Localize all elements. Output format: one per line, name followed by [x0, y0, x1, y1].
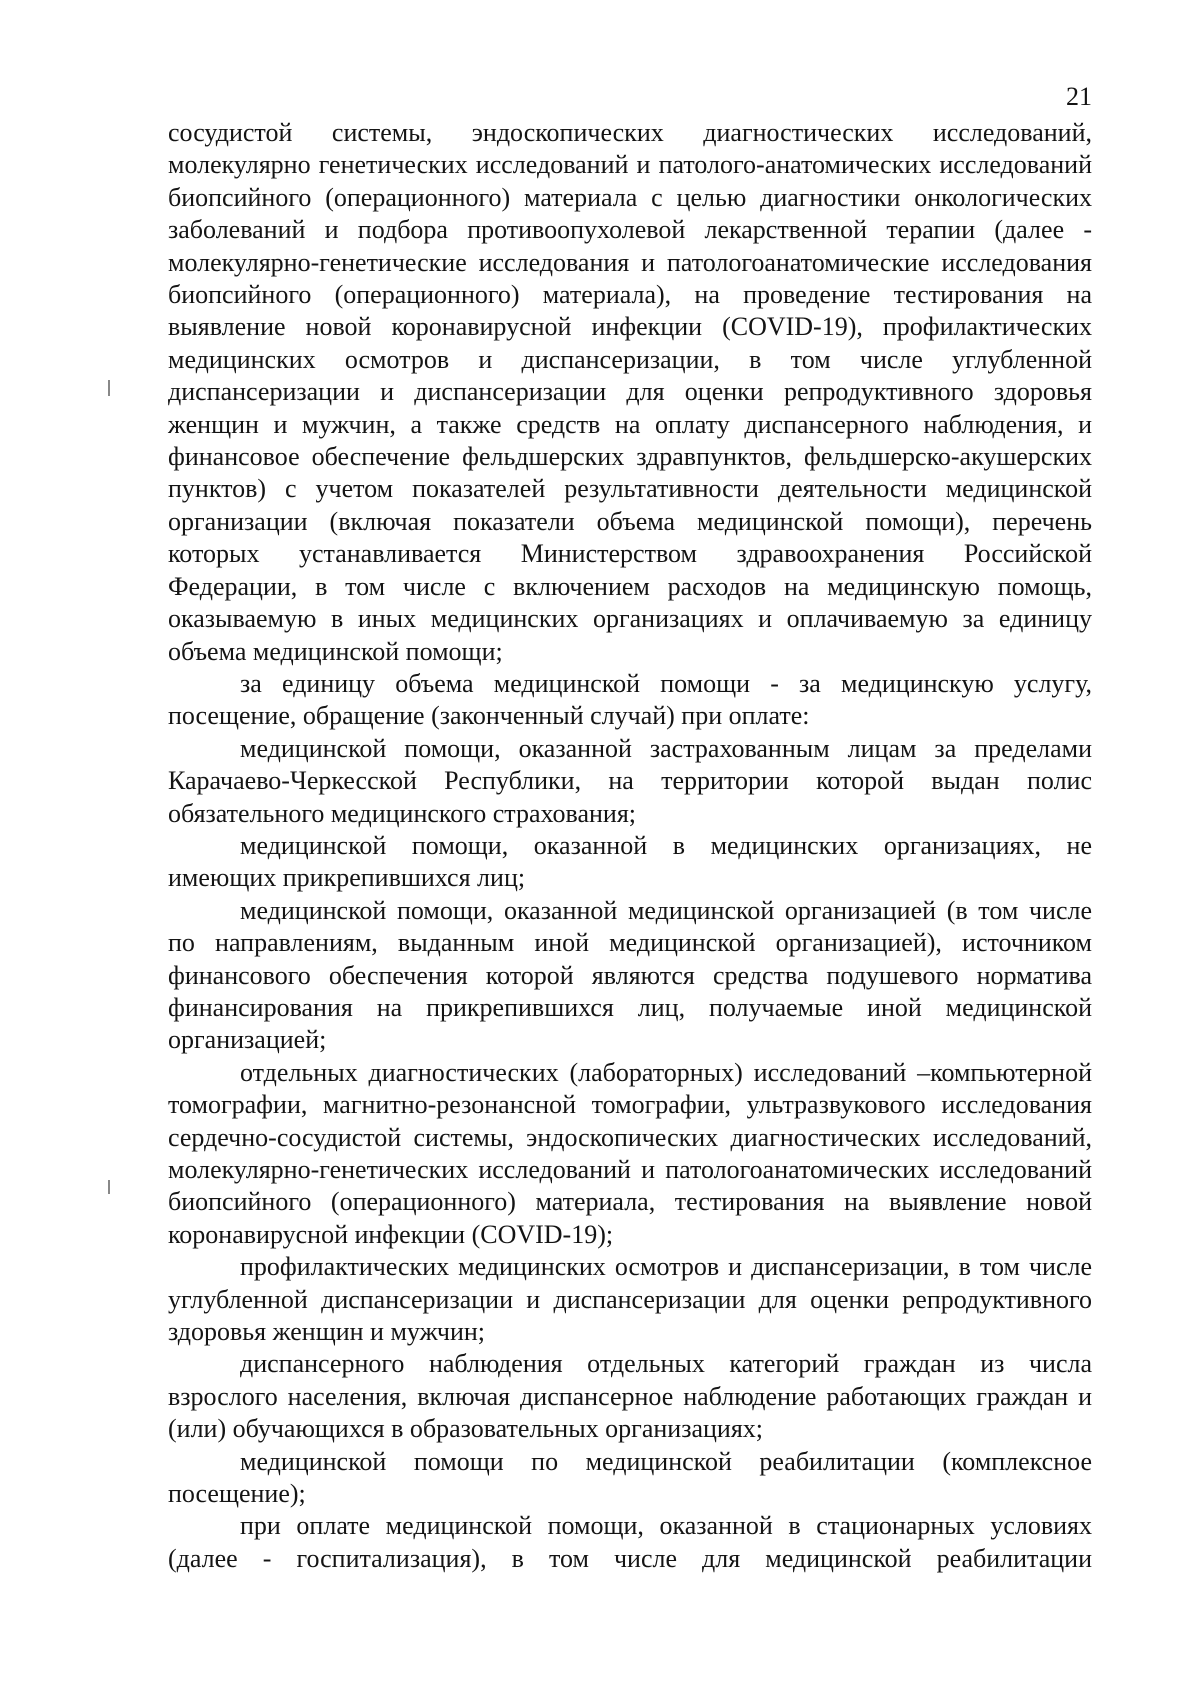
page-number: 21 [1066, 82, 1092, 111]
paragraph: медицинской помощи, оказанной в медицинских организациях, не имеющих прикрепившихся лиц; [168, 830, 1092, 893]
paragraph: медицинской помощи по медицинской реабилитации (комплексное посещение); [168, 1446, 1092, 1509]
scan-artifact [108, 1180, 110, 1194]
paragraph: отдельных диагностических (лабораторных) исследований –компьютерной томографии, магнитно-резонансной томографии, ультразвукового исследования сердечно-сосудистой системы, эндоскопических диагностических исследований, молекулярно-генетических исследований и патологоанатомических исследований биопсийного (операционного) материала, тестирования на выявление новой коронавирусной инфекции (COVID-19); [168, 1057, 1092, 1249]
paragraph: при оплате медицинской помощи, оказанной в стационарных условиях (далее - госпитализация), в том числе для медицинской реабилитации [168, 1511, 1092, 1573]
paragraph: медицинской помощи, оказанной застрахованным лицам за пределами Карачаево-Черкесской Республики, на территории которой выдан полис обязательного медицинского страхования; [168, 733, 1092, 828]
document-body [168, 117, 1092, 1575]
paragraph: профилактических медицинских осмотров и диспансеризации, в том числе углубленной диспансеризации и диспансеризации для оценки репродуктивного здоровья женщин и мужчин; [168, 1252, 1092, 1347]
scan-artifact [108, 380, 110, 396]
paragraph: диспансерного наблюдения отдельных категорий граждан из числа взрослого населения, включая диспансерное наблюдение работающих граждан и (или) обучающихся в образовательных организациях; [168, 1349, 1092, 1444]
paragraph: сосудистой системы, эндоскопических диагностических исследований, молекулярно генетических исследований и патолого-анатомических исследований биопсийного (операционного) материала с целью диагностики онкологических заболеваний и подбора противоопухолевой лекарственной терапии (далее - молекулярно-генетические исследования и патологоанатомические исследования биопсийного (операционного) материала), на проведение тестирования на выявление новой коронавирусной инфекции (COVID-19), профилактических медицинских осмотров и диспансеризации, в том числе углубленной диспансеризации и диспансеризации для оценки репродуктивного здоровья женщин и мужчин, а также средств на оплату диспансерного наблюдения, и финансовое обеспечение фельдшерских здравпунктов, фельдшерско-акушерских пунктов) с учетом показателей результативности деятельности медицинской организации (включая показатели объема медицинской помощи), перечень которых устанавливается Министерством здравоохранения Российской Федерации, в том числе с включением расходов на медицинскую помощь, оказываемую в иных медицинских организациях и оплачиваемую за единицу объема медицинской помощи; [168, 118, 1092, 666]
paragraph: за единицу объема медицинской помощи - за медицинскую услугу, посещение, обращение (законченный случай) при оплате: [168, 668, 1092, 731]
paragraph: медицинской помощи, оказанной медицинской организацией (в том числе по направлениям, выданным иной медицинской организацией), источником финансового обеспечения которой являются средства подушевого норматива финансирования на прикрепившихся лиц, получаемые иной медицинской организацией; [168, 895, 1092, 1055]
